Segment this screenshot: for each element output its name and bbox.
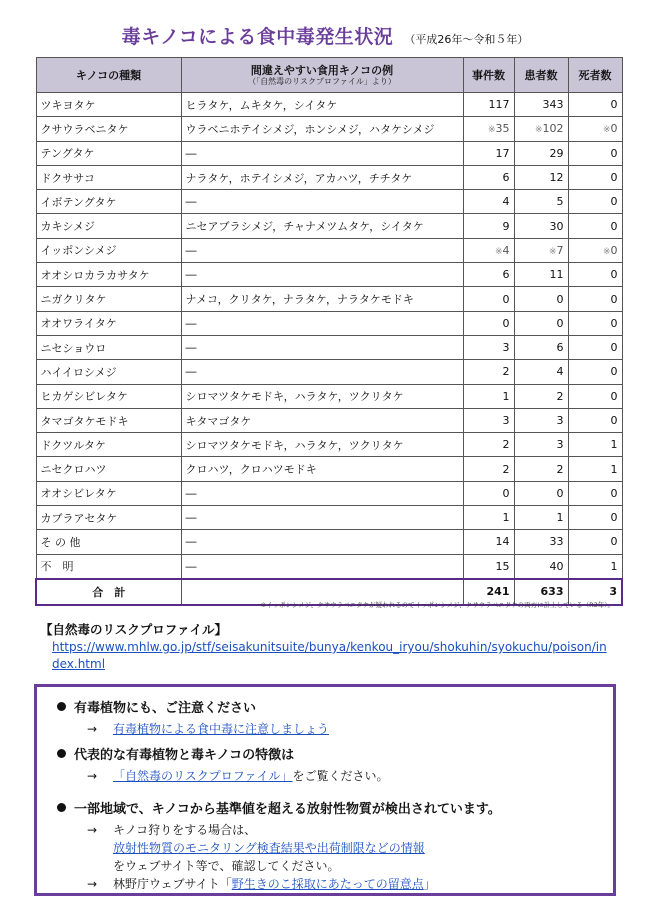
deaths-cell: 1 <box>568 554 622 579</box>
mushroom-name-cell: ドクササコ <box>36 165 181 189</box>
table-row <box>36 287 622 311</box>
notice-bullet-1-text: 有毒植物にも、ご注意ください <box>74 701 257 716</box>
table-row <box>36 506 622 530</box>
table-footnote: ※イッポンシメジ、クサウラベニタケが疑われるのでイッポンシメジ、クサウラベニタケの両方に計上している（R3年）。 <box>260 601 614 609</box>
cases-cell: 1 <box>463 506 514 530</box>
header-patients: 患者数 <box>514 58 568 93</box>
patients-cell: 4 <box>514 360 568 384</box>
notice-sub-3d-pre: 林野庁ウェブサイト「 <box>113 877 232 891</box>
notice-bullet-3 <box>57 798 501 817</box>
deaths-cell: 0 <box>568 190 622 214</box>
arrow-icon: → <box>87 769 98 783</box>
header-mistaken <box>181 58 463 93</box>
mushroom-name-cell: カキシメジ <box>36 214 181 238</box>
patients-cell: 343 <box>514 93 568 117</box>
arrow-icon: → <box>87 722 98 736</box>
patients-cell: 0 <box>514 287 568 311</box>
mushroom-name-cell: オオワライタケ <box>36 311 181 335</box>
patients-cell: 12 <box>514 165 568 189</box>
table-row <box>36 433 622 457</box>
deaths-cell-mark: ※ <box>602 246 611 257</box>
similar-mushroom-cell: ― <box>181 141 463 165</box>
notice-sub-3a-text: キノコ狩りをする場合は、 <box>113 823 257 837</box>
cases-cell: 1 <box>463 384 514 408</box>
notice-sub-1 <box>87 720 329 737</box>
toxic-plants-link[interactable]: 有毒植物による食中毒に注意しましょう <box>113 722 330 736</box>
bullet-dot-icon <box>57 803 66 812</box>
patients-cell: 2 <box>514 384 568 408</box>
table-row <box>36 263 622 287</box>
header-deaths: 死者数 <box>568 58 622 93</box>
patients-cell: 3 <box>514 408 568 432</box>
total-deaths-cell: 3 <box>568 579 622 605</box>
deaths-cell: 0 <box>568 93 622 117</box>
cases-cell: 0 <box>463 287 514 311</box>
mushroom-name-cell: ドクツルタケ <box>36 433 181 457</box>
bullet-dot-icon <box>57 702 66 711</box>
patients-cell-value: 7 <box>556 243 564 257</box>
table-row <box>36 165 622 189</box>
mushroom-name-cell: カブラアセタケ <box>36 506 181 530</box>
patients-cell: 6 <box>514 335 568 359</box>
similar-mushroom-cell: ― <box>181 311 463 335</box>
mushroom-name-cell: 不 明 <box>36 554 181 579</box>
notice-sub-3c: をウェブサイト等で、確認してください。 <box>113 859 340 873</box>
table-row <box>36 408 622 432</box>
mushroom-name-cell: オオシビレタケ <box>36 481 181 505</box>
header-type: キノコの種類 <box>36 58 181 93</box>
patients-cell <box>514 238 568 262</box>
title-row <box>0 22 650 49</box>
notice-box <box>34 684 616 896</box>
cases-cell: 15 <box>463 554 514 579</box>
radiation-monitoring-link[interactable]: 放射性物質のモニタリング検査結果や出荷制限などの情報 <box>113 841 425 855</box>
notice-bullet-3-text: 一部地域で、キノコから基準値を超える放射性物質が検出されています。 <box>74 802 501 817</box>
cases-cell-mark: ※ <box>494 246 503 257</box>
notice-sub-3a <box>87 821 256 838</box>
cases-cell: 4 <box>463 190 514 214</box>
mushroom-name-cell: イボテングタケ <box>36 190 181 214</box>
mushroom-name-cell: タマゴタケモドキ <box>36 408 181 432</box>
patients-cell-value: 102 <box>542 122 564 136</box>
similar-mushroom-cell: ― <box>181 238 463 262</box>
similar-mushroom-cell: シロマツタケモドキ，ハラタケ，ツクリタケ <box>181 433 463 457</box>
deaths-cell: 0 <box>568 141 622 165</box>
forestry-agency-link[interactable]: 野生きのこ採取にあたっての留意点 <box>231 877 424 891</box>
similar-mushroom-cell: ニセアブラシメジ，チャナメツムタケ，シイタケ <box>181 214 463 238</box>
deaths-cell: 0 <box>568 384 622 408</box>
deaths-cell-value: 0 <box>610 122 618 136</box>
similar-mushroom-cell: ナラタケ，ホテイシメジ，アカハツ，チチタケ <box>181 165 463 189</box>
deaths-cell: 0 <box>568 530 622 554</box>
similar-mushroom-cell: ― <box>181 190 463 214</box>
table-row <box>36 141 622 165</box>
cases-cell: 2 <box>463 360 514 384</box>
patients-cell: 2 <box>514 457 568 481</box>
mushroom-name-cell: ハイイロシメジ <box>36 360 181 384</box>
notice-sub-2 <box>87 767 389 784</box>
deaths-cell <box>568 238 622 262</box>
similar-mushroom-cell: ― <box>181 360 463 384</box>
mushroom-name-cell: クサウラベニタケ <box>36 117 181 141</box>
total-patients-cell: 633 <box>514 579 568 605</box>
deaths-cell: 0 <box>568 481 622 505</box>
notice-sub-3d <box>87 875 436 892</box>
notice-bullet-2 <box>57 744 294 763</box>
deaths-cell: 0 <box>568 287 622 311</box>
mushroom-name-cell: ニセショウロ <box>36 335 181 359</box>
total-cases-cell: 241 <box>463 579 514 605</box>
similar-mushroom-cell: ナメコ，クリタケ，ナラタケ，ナラタケモドキ <box>181 287 463 311</box>
header-mistaken-sub: （「自然毒のリスクプロファイル」より） <box>248 76 396 86</box>
patients-cell-mark: ※ <box>548 246 557 257</box>
cases-cell: 0 <box>463 311 514 335</box>
notice-bullet-2-text: 代表的な有毒植物と毒キノコの特徴は <box>74 748 295 763</box>
similar-mushroom-cell: ウラベニホテイシメジ，ホンシメジ，ハタケシメジ <box>181 117 463 141</box>
patients-cell: 5 <box>514 190 568 214</box>
mushroom-name-cell: ニガクリタケ <box>36 287 181 311</box>
patients-cell: 30 <box>514 214 568 238</box>
table-header-row <box>36 58 622 93</box>
cases-cell: 9 <box>463 214 514 238</box>
notice-bullet-1 <box>57 697 256 716</box>
patients-cell: 33 <box>514 530 568 554</box>
risk-profile-title: 【自然毒のリスクプロファイル】 <box>40 622 228 637</box>
table-row <box>36 117 622 141</box>
cases-cell: 0 <box>463 481 514 505</box>
deaths-cell: 0 <box>568 335 622 359</box>
mushroom-name-cell: そ の 他 <box>36 530 181 554</box>
cases-cell: 3 <box>463 335 514 359</box>
table-row <box>36 360 622 384</box>
table-row <box>36 238 622 262</box>
table-row <box>36 93 622 117</box>
cases-cell: 2 <box>463 433 514 457</box>
similar-mushroom-cell: ― <box>181 554 463 579</box>
cases-cell: 14 <box>463 530 514 554</box>
bullet-dot-icon <box>57 749 66 758</box>
header-mistaken-main: 間違えやすい食用キノコの例 <box>250 63 394 77</box>
cases-cell-value: 4 <box>502 243 510 257</box>
mushroom-name-cell: ツキヨタケ <box>36 93 181 117</box>
patients-cell: 11 <box>514 263 568 287</box>
similar-mushroom-cell: ― <box>181 335 463 359</box>
deaths-cell: 0 <box>568 408 622 432</box>
deaths-cell: 0 <box>568 311 622 335</box>
cases-cell: 3 <box>463 408 514 432</box>
table-row <box>36 335 622 359</box>
table-row <box>36 311 622 335</box>
risk-profile-inline-link[interactable]: 「自然毒のリスクプロファイル」 <box>113 769 293 783</box>
mushroom-name-cell: ニセクロハツ <box>36 457 181 481</box>
cases-cell <box>463 117 514 141</box>
similar-mushroom-cell: ― <box>181 263 463 287</box>
deaths-cell <box>568 117 622 141</box>
deaths-cell: 0 <box>568 214 622 238</box>
cases-cell: 6 <box>463 165 514 189</box>
patients-cell: 0 <box>514 311 568 335</box>
mushroom-name-cell: オオシロカラカサタケ <box>36 263 181 287</box>
similar-mushroom-cell: シロマツタケモドキ，ハラタケ，ツクリタケ <box>181 384 463 408</box>
patients-cell <box>514 117 568 141</box>
patients-cell: 0 <box>514 481 568 505</box>
arrow-icon: → <box>87 823 98 837</box>
similar-mushroom-cell: ― <box>181 530 463 554</box>
cases-cell <box>463 238 514 262</box>
deaths-cell: 1 <box>568 457 622 481</box>
similar-mushroom-cell: ― <box>181 481 463 505</box>
patients-cell: 3 <box>514 433 568 457</box>
notice-sub-3b <box>113 839 425 856</box>
similar-mushroom-cell: クロハツ，クロハツモドキ <box>181 457 463 481</box>
patients-cell-mark: ※ <box>534 125 543 136</box>
similar-mushroom-cell: ― <box>181 506 463 530</box>
risk-profile-link[interactable]: https://www.mhlw.go.jp/stf/seisakunitsuite/bunya/kenkou_iryou/shokuhin/syokuchu/poison/index.html <box>52 640 607 671</box>
cases-cell: 117 <box>463 93 514 117</box>
mushroom-name-cell: イッポンシメジ <box>36 238 181 262</box>
table-row <box>36 481 622 505</box>
notice-sub-2-tail: をご覧ください。 <box>292 769 389 783</box>
cases-cell-value: 35 <box>495 122 510 136</box>
total-label-cell: 合 計 <box>36 579 181 605</box>
cases-cell: 2 <box>463 457 514 481</box>
mushroom-name-cell: ヒカゲシビレタケ <box>36 384 181 408</box>
notice-sub-3d-post: 」 <box>423 877 436 891</box>
table-row <box>36 457 622 481</box>
deaths-cell: 0 <box>568 506 622 530</box>
table-row <box>36 214 622 238</box>
page-subtitle: （平成26年〜令和５年） <box>404 33 529 46</box>
header-cases: 事件数 <box>463 58 514 93</box>
deaths-cell-value: 0 <box>610 243 618 257</box>
table-body <box>36 93 622 605</box>
cases-cell: 6 <box>463 263 514 287</box>
similar-mushroom-cell: ヒラタケ，ムキタケ，シイタケ <box>181 93 463 117</box>
patients-cell: 40 <box>514 554 568 579</box>
table-row <box>36 384 622 408</box>
deaths-cell: 0 <box>568 263 622 287</box>
page-title: 毒キノコによる食中毒発生状況 <box>121 26 394 48</box>
table-row <box>36 554 622 579</box>
poisoning-table <box>35 57 623 606</box>
deaths-cell: 0 <box>568 165 622 189</box>
table-row <box>36 530 622 554</box>
cases-cell: 17 <box>463 141 514 165</box>
table-row <box>36 190 622 214</box>
cases-cell-mark: ※ <box>487 125 496 136</box>
patients-cell: 29 <box>514 141 568 165</box>
deaths-cell: 1 <box>568 433 622 457</box>
arrow-icon: → <box>87 877 98 891</box>
similar-mushroom-cell: キタマゴタケ <box>181 408 463 432</box>
deaths-cell: 0 <box>568 360 622 384</box>
patients-cell: 1 <box>514 506 568 530</box>
deaths-cell-mark: ※ <box>602 125 611 136</box>
mushroom-name-cell: テングタケ <box>36 141 181 165</box>
